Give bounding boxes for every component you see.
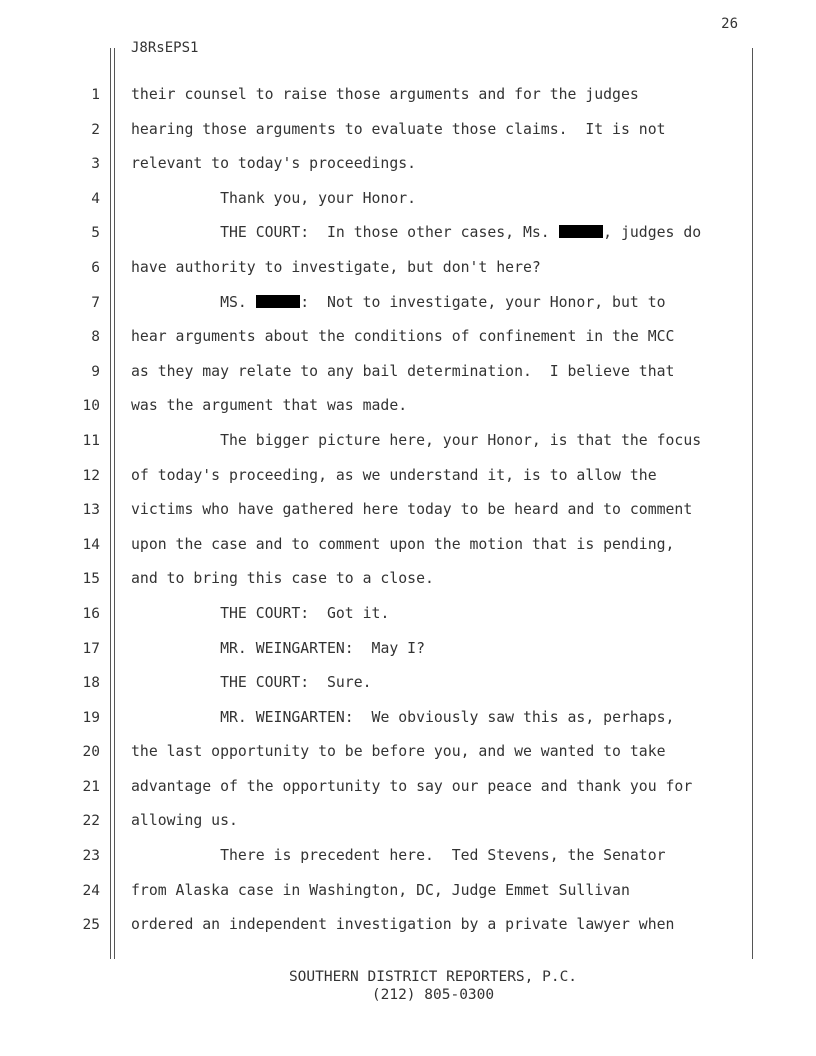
right-margin-rule [752, 48, 753, 959]
page-footer [0, 968, 816, 1004]
line-number: 1 [91, 87, 100, 103]
transcript-line [131, 320, 746, 355]
line-number: 20 [82, 744, 100, 761]
transcript-line [131, 78, 746, 113]
transcript-line [131, 632, 746, 667]
transcript-text: advantage of the opportunity to say our peace and thank you for [131, 777, 693, 795]
transcript-text: THE COURT: In those other cases, Ms. [220, 224, 559, 242]
transcript-line [131, 182, 746, 217]
transcript-line [131, 735, 746, 770]
transcript-line [131, 216, 746, 251]
case-identifier: J8RsEPS1 [131, 40, 199, 56]
transcript-line [131, 562, 746, 597]
transcript-text: MR. WEINGARTEN: We obviously saw this as, perhaps, [220, 708, 675, 726]
transcript-line [131, 666, 746, 701]
transcript-line [131, 770, 746, 805]
transcript-body [131, 78, 746, 943]
line-number: 10 [82, 398, 100, 415]
transcript-text: from Alaska case in Washington, DC, Judge Emmet Sullivan [131, 881, 630, 899]
page-number: 26 [721, 16, 738, 32]
transcript-line [131, 459, 746, 494]
transcript-line [131, 839, 746, 874]
transcript-line [131, 355, 746, 390]
transcript-line [131, 701, 746, 736]
line-number: 9 [91, 363, 100, 380]
transcript-text: hear arguments about the conditions of confinement in the MCC [131, 328, 675, 346]
transcript-text: allowing us. [131, 812, 238, 830]
line-number: 25 [82, 917, 100, 934]
line-number: 14 [82, 536, 100, 553]
redaction-block [256, 295, 301, 308]
transcript-line [131, 147, 746, 182]
transcript-text: their counsel to raise those arguments and for the judges [131, 86, 639, 103]
transcript-text: Thank you, your Honor. [220, 189, 417, 207]
transcript-text: relevant to today's proceedings. [131, 155, 417, 173]
transcript-line [131, 251, 746, 286]
line-number: 16 [82, 605, 100, 622]
line-number: 8 [91, 329, 100, 346]
transcript-text: THE COURT: Sure. [220, 674, 372, 692]
transcript-line [131, 804, 746, 839]
left-margin-rule-inner [114, 48, 115, 959]
line-number: 17 [82, 640, 100, 657]
transcript-text: was the argument that was made. [131, 397, 408, 415]
line-number: 21 [82, 778, 100, 795]
transcript-text: of today's proceeding, as we understand it, is to allow the [131, 466, 657, 484]
line-number: 6 [91, 259, 100, 276]
line-number: 19 [82, 709, 100, 726]
transcript-text: upon the case and to comment upon the motion that is pending, [131, 535, 675, 553]
transcript-line [131, 424, 746, 459]
transcript-text: There is precedent here. Ted Stevens, the Senator [220, 847, 666, 865]
transcript-text: The bigger picture here, your Honor, is that the focus [220, 431, 702, 449]
line-number-column [60, 78, 100, 943]
transcript-text: , judges do [603, 224, 702, 242]
transcript-text: MS. [220, 293, 256, 311]
line-number: 13 [82, 502, 100, 519]
line-number: 11 [82, 432, 100, 449]
transcript-line [131, 528, 746, 563]
line-number: 5 [91, 225, 100, 242]
reporter-phone: (212) 805-0300 [371, 987, 495, 1003]
transcript-text: the last opportunity to be before you, and we wanted to take [131, 743, 666, 761]
transcript-text: ordered an independent investigation by a private lawyer when [131, 916, 675, 934]
line-number: 2 [91, 121, 100, 138]
line-number: 7 [91, 294, 100, 311]
line-number: 12 [82, 467, 100, 484]
line-number: 15 [82, 571, 100, 588]
transcript-text: and to bring this case to a close. [131, 570, 434, 588]
transcript-line [131, 874, 746, 909]
line-number: 3 [91, 156, 100, 173]
line-number: 4 [91, 190, 100, 207]
transcript-line [131, 493, 746, 528]
line-number: 18 [82, 675, 100, 692]
transcript-text: MR. WEINGARTEN: May I? [220, 639, 425, 657]
transcript-line [131, 113, 746, 148]
line-number: 23 [82, 848, 100, 865]
transcript-line [131, 597, 746, 632]
left-margin-rule-outer [110, 48, 111, 959]
line-number: 22 [82, 813, 100, 830]
transcript-line [131, 286, 746, 321]
transcript-text: as they may relate to any bail determination. I believe that [131, 362, 675, 380]
transcript-text: hearing those arguments to evaluate those claims. It is not [131, 120, 666, 138]
line-number: 24 [82, 882, 100, 899]
transcript-text: have authority to investigate, but don't here? [131, 258, 541, 276]
transcript-text: THE COURT: Got it. [220, 604, 390, 622]
transcript-text: : Not to investigate, your Honor, but to [300, 293, 666, 311]
transcript-line [131, 908, 746, 943]
transcript-line [131, 389, 746, 424]
reporter-name: SOUTHERN DISTRICT REPORTERS, P.C. [288, 969, 578, 985]
redaction-block [559, 225, 604, 238]
transcript-text: victims who have gathered here today to be heard and to comment [131, 501, 693, 519]
